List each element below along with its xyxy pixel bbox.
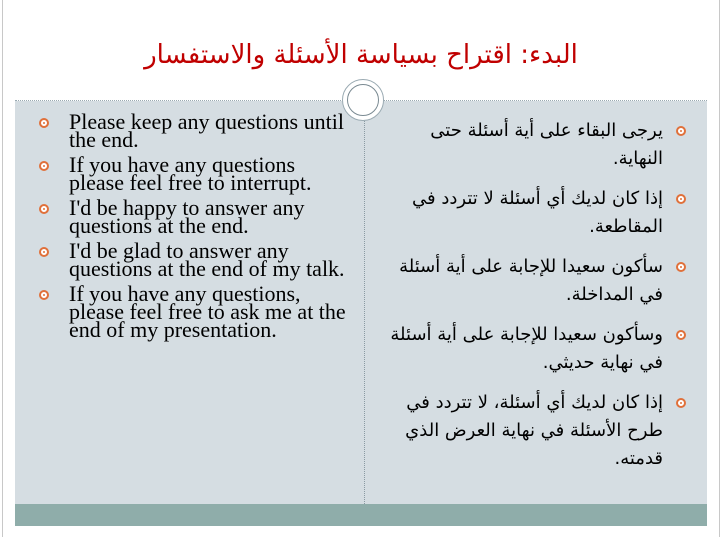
- english-point: If you have any questions, please feel free to ask me at the end of my presentation.: [69, 281, 346, 342]
- list-item: [380, 253, 690, 309]
- list-item: [36, 281, 346, 342]
- circle-bullet-icon: [39, 247, 49, 257]
- list-item: [36, 152, 346, 195]
- circle-bullet-icon: [39, 118, 49, 128]
- arabic-point: سأكون سعيدا للإجابة على أية أسئلة في المداخلة.: [399, 256, 663, 305]
- english-point: I'd be glad to answer any questions at the end of my talk.: [69, 238, 345, 281]
- circle-bullet-icon: [676, 194, 686, 204]
- column-separator: [364, 101, 365, 504]
- circle-bullet-icon: [39, 290, 49, 300]
- circle-bullet-icon: [39, 204, 49, 214]
- arabic-point: إذا كان لديك أي أسئلة لا تتردد في المقاطعة.: [412, 188, 663, 237]
- english-point: I'd be happy to answer any questions at the end.: [69, 195, 305, 238]
- circle-bullet-icon: [39, 161, 49, 171]
- circle-bullet-icon: [676, 262, 686, 272]
- english-point: Please keep any questions until the end.: [69, 109, 344, 152]
- list-item: [380, 185, 690, 241]
- circle-ornament-icon: [342, 79, 384, 121]
- english-point: If you have any questions please feel free to interrupt.: [69, 152, 312, 195]
- circle-bullet-icon: [676, 126, 686, 136]
- arabic-point: إذا كان لديك أي أسئلة، لا تتردد في طرح الأسئلة في نهاية العرض الذي قدمته.: [405, 392, 663, 469]
- slide-title: البدء: اقتراح بسياسة الأسئلة والاستفسار: [144, 40, 578, 70]
- arabic-point: وسأكون سعيدا للإجابة على أية أسئلة في نهاية حديثي.: [390, 324, 663, 373]
- list-item: [380, 321, 690, 377]
- list-item: [36, 238, 346, 281]
- circle-bullet-icon: [676, 330, 686, 340]
- footer-band: [15, 504, 707, 526]
- english-list: [36, 109, 346, 346]
- circle-bullet-icon: [676, 398, 686, 408]
- list-item: [36, 109, 346, 152]
- list-item: [36, 195, 346, 238]
- list-item: [380, 117, 690, 173]
- arabic-list: [380, 117, 690, 485]
- arabic-point: يرجى البقاء على أية أسئلة حتى النهاية.: [430, 120, 663, 169]
- list-item: [380, 389, 690, 473]
